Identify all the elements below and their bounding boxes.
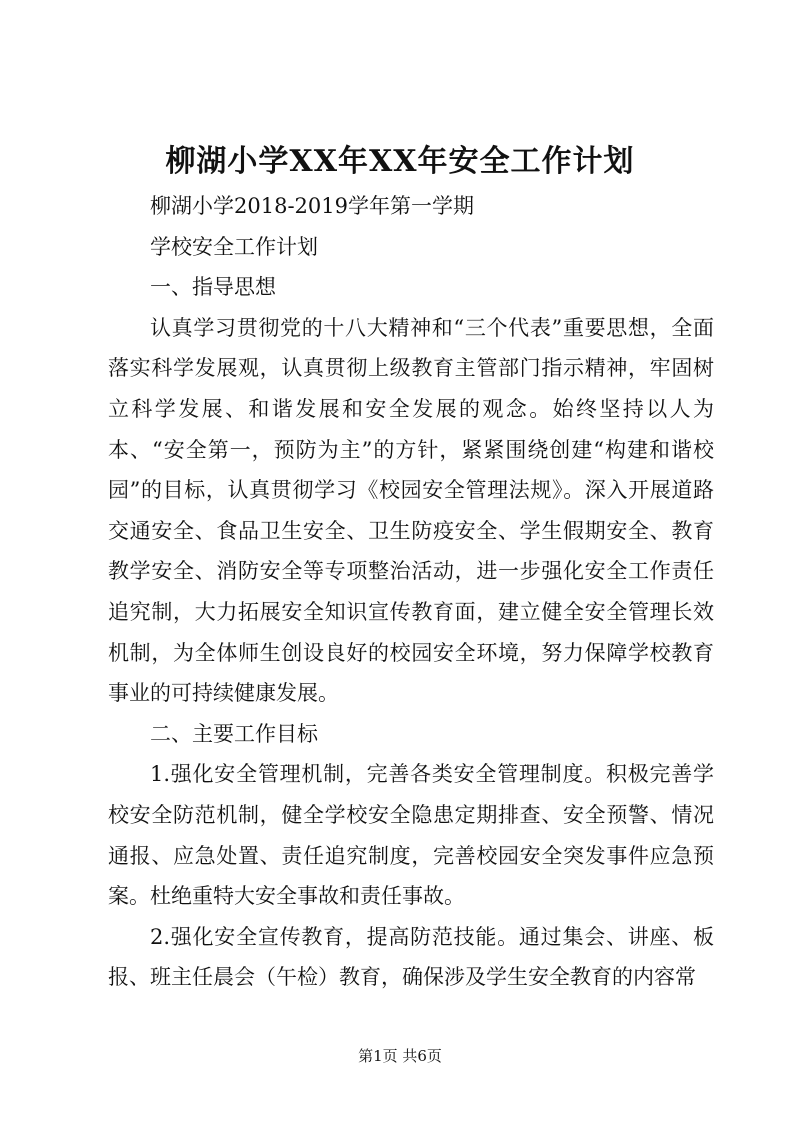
heading-guiding-ideology: 一、指导思想 [150, 275, 276, 300]
document-title: 柳湖小学XX年XX年安全工作计划 [165, 144, 635, 179]
paragraph-guiding-ideology: 认真学习贯彻党的十八大精神和“三个代表”重要思想，全面落实科学发展观，认真贯彻上级教育主管部门指示精神，牢固树立科学发展、和谐发展和安全发展的观念。始终坚持以人为本、“安全第一，预防为主”的方针，紧紧围绕创建“构建和谐校园”的目标，认真贯彻学习《校园安全管理法规》。深入开展道路交通安全、食品卫生安全、卫生防疫安全、学生假期安全、教育教学安全、消防安全等专项整治活动，进一步强化安全工作责任追究制，大力拓展安全知识宣传教育面，建立健全安全管理长效机制，为全体师生创设良好的校园安全环境，努力保障学校教育事业的可持续健康发展。 [108, 315, 714, 706]
page-footer: 第1页 共6页 [358, 1047, 442, 1065]
paragraph-plan-name: 学校安全工作计划 [150, 234, 318, 259]
paragraph-goal-2: 2.强化安全宣传教育，提高防范技能。通过集会、讲座、板报、班主任晨会（午检）教育，确保涉及学生安全教育的内容常 [108, 924, 714, 990]
heading-main-goals: 二、主要工作目标 [150, 721, 318, 746]
paragraph-term: 柳湖小学2018-2019学年第一学期 [150, 194, 474, 218]
paragraph-goal-1: 1.强化安全管理机制，完善各类安全管理制度。积极完善学校安全防范机制，健全学校安全隐患定期排查、安全预警、情况通报、应急处置、责任追究制度，完善校园安全突发事件应急预案。杜绝重特大安全事故和责任事故。 [108, 762, 714, 909]
document-body [108, 186, 714, 998]
